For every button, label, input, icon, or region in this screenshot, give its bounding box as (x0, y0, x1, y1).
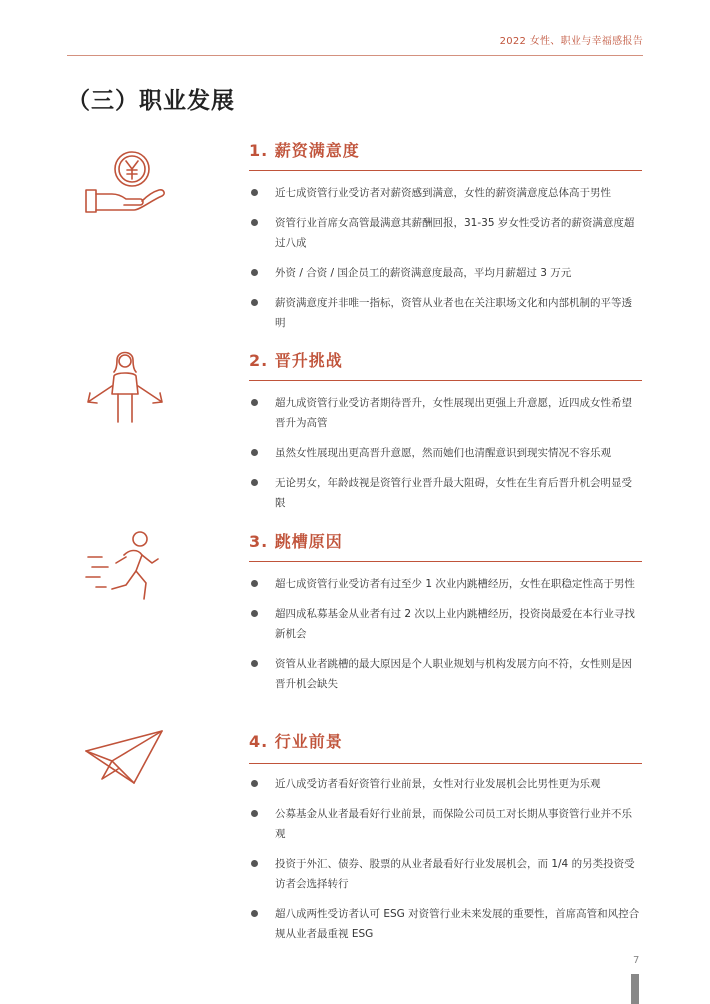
list-item: 资管行业首席女高管最满意其薪酬回报，31-35 岁女性受访者的薪资满意度超过八成 (249, 213, 642, 253)
list-item: 资管从业者跳槽的最大原因是个人职业规划与机构发展方向不符，女性则是因晋升机会缺失 (249, 654, 642, 694)
report-header-title: 2022 女性、职业与幸福感报告 (499, 36, 643, 47)
list-item: 超九成资管行业受访者期待晋升，女性展现出更强上升意愿，近四成女性希望晋升为高管 (249, 393, 642, 433)
list-item: 薪资满意度并非唯一指标，资管从业者也在关注职场文化和内部机制的平等透明 (249, 293, 642, 333)
section-rule-promotion (249, 380, 642, 381)
bullet-list-job-hopping (249, 574, 642, 704)
bullet-list-promotion (249, 393, 642, 523)
list-item: 虽然女性展现出更高晋升意愿，然而她们也清醒意识到现实情况不容乐观 (249, 443, 642, 463)
list-item: 外资 / 合资 / 国企员工的薪资满意度最高，平均月薪超过 3 万元 (249, 263, 642, 283)
bullet-dot-icon (251, 449, 258, 456)
page-edge-tab (631, 974, 639, 1004)
header-divider (67, 55, 643, 56)
bullet-list-salary (249, 183, 642, 343)
list-item: 超八成两性受访者认可 ESG 对资管行业未来发展的重要性，首席高管和风控合规从业者最重视 ESG (249, 904, 642, 944)
section-rule-salary (249, 170, 642, 171)
bullet-dot-icon (251, 269, 258, 276)
section-heading-job-hopping: 3. 跳槽原因 (249, 532, 343, 551)
bullet-list-outlook (249, 774, 642, 954)
bullet-dot-icon (251, 810, 258, 817)
bullet-dot-icon (251, 580, 258, 587)
bullet-dot-icon (251, 860, 258, 867)
hand-coin-icon (82, 144, 168, 224)
section-heading-salary: 1. 薪资满意度 (249, 141, 360, 160)
list-item: 公募基金从业者最看好行业前景，而保险公司员工对长期从事资管行业并不乐观 (249, 804, 642, 844)
bullet-dot-icon (251, 399, 258, 406)
bullet-dot-icon (251, 910, 258, 917)
bullet-dot-icon (251, 610, 258, 617)
page-number: 7 (633, 955, 640, 966)
paper-plane-icon (82, 727, 168, 807)
page-title: （三）职业发展 (67, 88, 235, 114)
list-item: 投资于外汇、债券、股票的从业者最看好行业发展机会，而 1/4 的另类投资受访者会选择转行 (249, 854, 642, 894)
section-heading-promotion: 2. 晋升挑战 (249, 351, 343, 370)
woman-arrows-icon (82, 346, 168, 426)
bullet-dot-icon (251, 780, 258, 787)
list-item: 近八成受访者看好资管行业前景，女性对行业发展机会比男性更为乐观 (249, 774, 642, 794)
list-item: 近七成资管行业受访者对薪资感到满意，女性的薪资满意度总体高于男性 (249, 183, 642, 203)
section-heading-outlook: 4. 行业前景 (249, 732, 343, 751)
bullet-dot-icon (251, 660, 258, 667)
list-item: 超七成资管行业受访者有过至少 1 次业内跳槽经历，女性在职稳定性高于男性 (249, 574, 642, 594)
section-rule-outlook (249, 763, 642, 764)
section-rule-job-hopping (249, 561, 642, 562)
bullet-dot-icon (251, 189, 258, 196)
running-person-icon (82, 527, 168, 607)
bullet-dot-icon (251, 219, 258, 226)
bullet-dot-icon (251, 479, 258, 486)
list-item: 无论男女，年龄歧视是资管行业晋升最大阻碍，女性在生育后晋升机会明显受限 (249, 473, 642, 513)
bullet-dot-icon (251, 299, 258, 306)
list-item: 超四成私募基金从业者有过 2 次以上业内跳槽经历，投资岗最爱在本行业寻找新机会 (249, 604, 642, 644)
